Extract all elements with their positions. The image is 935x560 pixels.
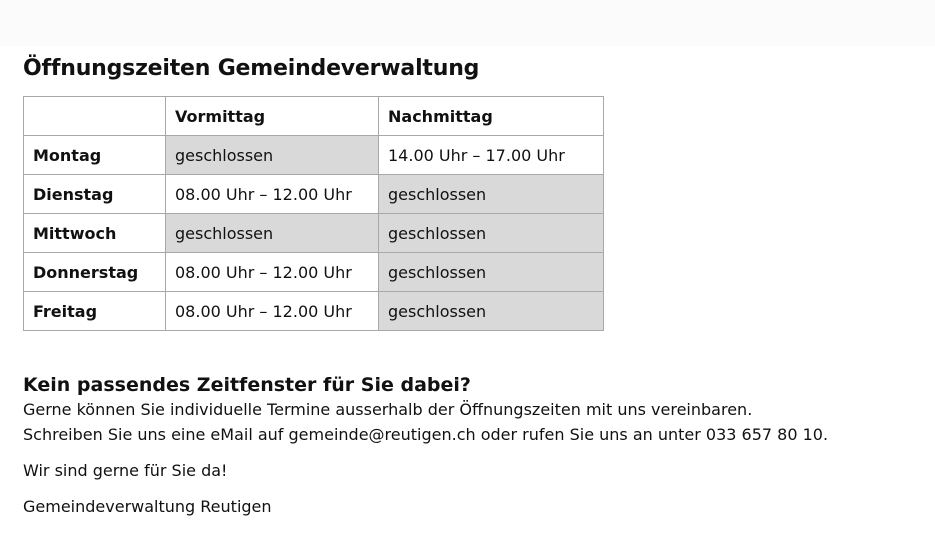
- table-row: [24, 292, 604, 331]
- table-row: [24, 175, 604, 214]
- morning-cell: geschlossen: [166, 136, 379, 175]
- morning-cell: 08.00 Uhr – 12.00 Uhr: [166, 175, 379, 214]
- document-page: [23, 55, 913, 516]
- day-cell: Freitag: [24, 292, 166, 331]
- opening-hours-table: [23, 96, 604, 331]
- table-header-cell: [24, 97, 166, 136]
- table-row: [24, 253, 604, 292]
- afternoon-cell: geschlossen: [379, 253, 604, 292]
- signature: Gemeindeverwaltung Reutigen: [23, 497, 272, 516]
- info-heading: Kein passendes Zeitfenster für Sie dabei?: [23, 374, 471, 396]
- info-line: Gerne können Sie individuelle Termine ausserhalb der Öffnungszeiten mit uns vereinbaren.: [23, 400, 753, 419]
- afternoon-cell: geschlossen: [379, 175, 604, 214]
- afternoon-cell: geschlossen: [379, 214, 604, 253]
- afternoon-cell: geschlossen: [379, 292, 604, 331]
- table-header-cell: Nachmittag: [379, 97, 604, 136]
- page-title: Öffnungszeiten Gemeindeverwaltung: [23, 56, 480, 81]
- afternoon-cell: 14.00 Uhr – 17.00 Uhr: [379, 136, 604, 175]
- morning-cell: 08.00 Uhr – 12.00 Uhr: [166, 292, 379, 331]
- day-cell: Montag: [24, 136, 166, 175]
- info-line: Schreiben Sie uns eine eMail auf gemeinde@reutigen.ch oder rufen Sie uns an unter 033 657 80 10.: [23, 425, 829, 444]
- day-cell: Donnerstag: [24, 253, 166, 292]
- table-row: [24, 136, 604, 175]
- morning-cell: 08.00 Uhr – 12.00 Uhr: [166, 253, 379, 292]
- top-band: [0, 0, 935, 46]
- info-section: [23, 373, 923, 519]
- closing-line: Wir sind gerne für Sie da!: [23, 461, 228, 480]
- table-row: [24, 214, 604, 253]
- table-header-row: [24, 97, 604, 136]
- day-cell: Mittwoch: [24, 214, 166, 253]
- table-header-cell: Vormittag: [166, 97, 379, 136]
- morning-cell: geschlossen: [166, 214, 379, 253]
- day-cell: Dienstag: [24, 175, 166, 214]
